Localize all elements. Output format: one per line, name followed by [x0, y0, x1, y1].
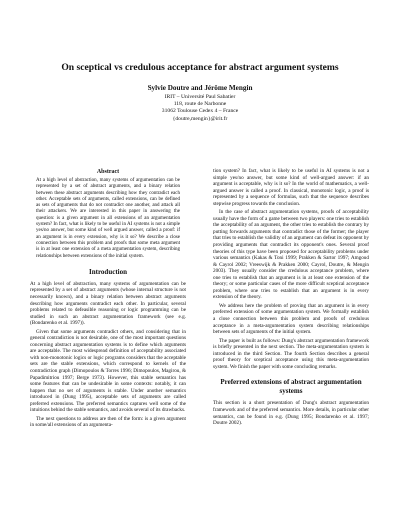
paper-authors: Sylvie Doutre and Jérôme Mengin	[147, 84, 253, 92]
abstract-text: At a high level of abstraction, many systems of argumentation can be represented by a set of abstract arguments, and a binary relation between these abstract arguments describing how they contradict each other. Acceptable sets of arguments, called extensions, can be defined as sets of arguments that do not contradict one another, and attack all their attackers. We are interested in this paper in answering the question: is a given argument in all extensions of an argumentation system? In fact, what is likely to be useful in AI systems is not a simple yes/no answer, but some kind of well argued answer, called a proof: if an argument is in every extension, why is it so? We describe a close connection between this problem and proofs that some meta argument is in at least one extension of a meta argumentation system, describing relationships between extensions of the initial system.	[36, 178, 180, 259]
affiliation-line: 118, route de Narbonne	[173, 101, 227, 108]
left-column	[30, 168, 186, 431]
paper-title: On sceptical vs credulous acceptance for abstract argument systems	[61, 62, 339, 73]
body-paragraph: In the case of abstract argumentation systems, proofs of acceptability usually have the form of a game between two players: one tries to establish the acceptability of an argument, the other tries to establish the contrary by putting forwards arguments that contradict those of the former; the player that tries to establish the validity of an argument can defeat its opponent by providing arguments that contradict its opponent's ones. Several proof theories of this type have been proposed for acceptability problems under various semantics (Kakas & Toni 1999; Prakken & Sartor 1997; Amgoud & Cayrol 2002; Vreeswijk & Prakken 2000; Cayrol, Doutre, & Mengin 2003). They usually consider the credulous acceptance problem, where one tries to establish that an argument is in at least one extension of the theory; or some particular cases of the more difficult sceptical acceptance problem, where one tries to establish that an argument is in every extension of the theory.	[213, 209, 370, 301]
intro-paragraph: The next questions to address are then of the form: is a given argument in some/all extensions of an argumenta-	[30, 415, 186, 429]
affiliation-line: IRIT – Université Paul Sabatier	[164, 94, 236, 100]
body-paragraph: tion system? In fact, what is likely to be useful in AI systems is not a simple yes/no answer, but some kind of well-argued answer: if an argument is acceptable, why is it so? In the world of mathematics, a well-argued answer is called a proof. In classical, monotonic logic, a proof is represented by a sequence of formulas, such that the sequence describes stepwise progress towards the conclusion.	[213, 168, 369, 207]
intro-paragraph: Given that some arguments contradict others, and considering that in general contradiction is not desirable, one of the most important questions concerning abstract argumentation systems is to define which arguments are acceptable. The most widespread definition of acceptability associated with non-monotonic logics or logic programs considers that the acceptable sets are the stable extensions, which correspond to kernels of the contradiction graph (Dimopoulos & Torres 1996; Dimopoulos, Magirou, & Papadimitriou 1997; Berge 1973). However, this stable semantics has some features that can be undesirable in some contexts: notably, it can happen that no set of arguments is stable. Under another semantics introduced in (Dung 1995), acceptable sets of arguments are called preferred extensions. The preferred semantics captures well some of the intuitions behind the stable semantics, and avoids several of its drawbacks.	[30, 328, 187, 414]
introduction-heading: Introduction	[89, 267, 127, 276]
intro-paragraph: At a high level of abstraction, many systems of argumentation can be represented by a set of abstract arguments (whose internal structure is not necessarily known), and a binary relation between abstract arguments describing how arguments contradict each other. In particular, several problems related to defeasible reasoning or logic programming can be studied in such an abstract argumentation framework (see e.g. (Bondarenko et al. 1997)).	[30, 280, 186, 327]
right-column	[213, 168, 369, 429]
body-paragraph: The paper is built as follows: Dung's abstract argumentation framework is briefly presented in the next section. The meta-argumentation system is introduced in the third Section. The fourth Section describes a general proof theory for sceptical acceptance using this meta-argumentation system. We finish the paper with some concluding remarks.	[213, 337, 369, 370]
abstract-heading: Abstract	[96, 169, 120, 175]
affiliation-block	[80, 94, 320, 123]
affiliation-email: {doutre,mengin}@irit.fr	[172, 115, 228, 122]
section-heading: Preferred extensions of abstract argumentation systems	[220, 378, 362, 396]
section-paragraph: This section is a short presentation of Dung's abstract argumentation framework and of the preferred semantics. More details, in particular other semantics, can be found in e.g. (Dung 1995; Bondarenko et al. 1997; Doutre 2002).	[213, 400, 369, 427]
affiliation-line: 31062 Toulouse Cedex 4 – France	[161, 108, 239, 115]
body-paragraph: We address here the problem of proving that an argument is in every preferred extension of some argumentation system. We formally establish a close connection between this problem and proofs of credulous acceptance in a meta-argumentation system describing relationships between sets of arguments of the initial system.	[213, 302, 369, 336]
